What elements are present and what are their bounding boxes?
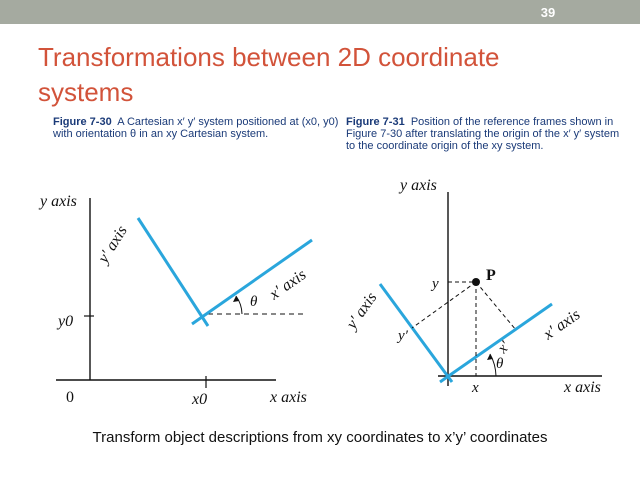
right-yprime-label: y′: [398, 328, 408, 344]
slide-title: Transformations between 2D coordinate systems: [38, 42, 500, 107]
right-point-p: [472, 278, 480, 286]
right-dashed-to-yprime: [412, 282, 476, 328]
left-x-axis-label: x axis: [270, 389, 307, 406]
right-p-label: P: [486, 267, 496, 284]
right-xprime-label: x′: [494, 338, 514, 357]
right-yprime-axis-label: y′ axis: [343, 289, 381, 333]
left-origin-label: 0: [66, 389, 74, 406]
right-dashed-to-xprime: [476, 282, 516, 330]
left-yprime-axis-label: y′ axis: [94, 222, 131, 267]
right-x-axis-label: x axis: [564, 379, 601, 396]
right-x-label: x: [472, 380, 479, 396]
figure-right-caption-label: Figure 7-31: [346, 116, 405, 128]
right-y-label: y: [432, 276, 439, 292]
figure-right-caption-text: Position of the reference frames shown in Figure 7-30 after translating the origin of the x′ y′ system to the coordinate origin of the xy system.: [346, 116, 620, 152]
right-theta-arrow: [487, 354, 493, 360]
left-yprime-axis-line: [138, 218, 208, 326]
left-xprime-axis-label: x′ axis: [266, 266, 310, 304]
right-yprime-axis-line: [380, 284, 452, 382]
figure-left-caption: [53, 116, 343, 140]
figure-right-diagram: [340, 170, 620, 420]
right-theta-label: θ: [496, 356, 504, 372]
figure-left-caption-text: A Cartesian x′ y′ system positioned at (x0, y0) with orientation θ in an xy Cartesian system.: [53, 116, 339, 140]
left-y-axis-label: y axis: [40, 193, 77, 210]
figure-right-caption: [346, 116, 626, 152]
slide-footer: Transform object descriptions from xy coordinates to x’y’ coordinates: [92, 429, 548, 446]
figure-left-diagram: [36, 180, 326, 420]
left-theta-label: θ: [250, 294, 258, 310]
slide-number: 39: [540, 5, 556, 20]
right-y-axis-label: y axis: [400, 177, 437, 194]
right-xprime-axis-label: x′ axis: [540, 306, 584, 344]
figure-left-caption-label: Figure 7-30: [53, 116, 112, 128]
left-y0-label: y0: [58, 313, 74, 330]
left-x0-label: x0: [192, 391, 208, 408]
